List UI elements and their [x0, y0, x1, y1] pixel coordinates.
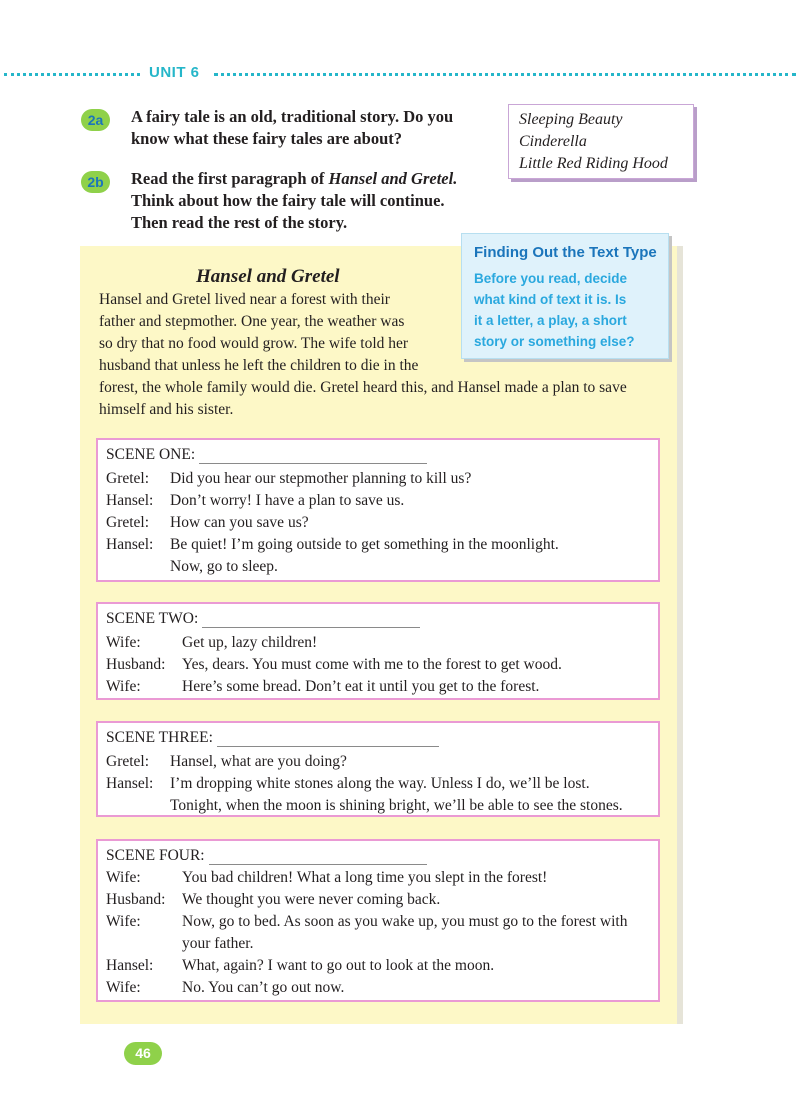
- tip-line: what kind of text it is. Is: [474, 292, 627, 307]
- dialogue-text: Get up, lazy children!: [182, 634, 318, 651]
- task-2b-line: Think about how the fairy tale will continue.: [131, 191, 445, 210]
- scene-title-text: SCENE TWO:: [106, 610, 199, 627]
- scene-title: [106, 446, 427, 464]
- tip-line: Before you read, decide: [474, 271, 628, 286]
- dialogue-line: [106, 490, 405, 512]
- tip-title: Finding Out the Text Type: [474, 244, 657, 261]
- fairy-tale-item: Sleeping Beauty: [519, 111, 623, 128]
- dialogue-text: How can you save us?: [170, 514, 309, 531]
- dialogue-line: [106, 676, 540, 698]
- speaker: Wife:: [106, 913, 141, 930]
- unit-header: [0, 64, 800, 86]
- dialogue-text: Now, go to sleep.: [170, 558, 278, 575]
- dialogue-text: No. You can’t go out now.: [182, 979, 345, 996]
- scene-title: [106, 729, 439, 747]
- scene-two-box: [96, 602, 660, 700]
- speaker: Husband:: [106, 656, 166, 673]
- tip-line: it a letter, a play, a short: [474, 313, 627, 328]
- scene-four-box: [96, 839, 660, 1002]
- dialogue-line: [106, 632, 318, 654]
- scene-title: [106, 847, 427, 865]
- page-number: 46: [124, 1042, 162, 1065]
- task-2a-text: [131, 106, 453, 150]
- dialogue-text: Here’s some bread. Don’t eat it until you get to the forest.: [182, 678, 540, 695]
- speaker: Wife:: [106, 869, 141, 886]
- scene-title-text: SCENE ONE:: [106, 446, 196, 463]
- unit-label: UNIT 6: [149, 64, 200, 81]
- story-paragraph-line: Hansel and Gretel lived near a forest with their: [99, 291, 390, 308]
- task-2a-line: A fairy tale is an old, traditional story. Do you: [131, 107, 454, 126]
- story-paragraph-line: father and stepmother. One year, the weather was: [99, 313, 405, 330]
- dialogue-text: Don’t worry! I have a plan to save us.: [170, 492, 405, 509]
- speaker: Hansel:: [106, 492, 154, 509]
- dialogue-text: You bad children! What a long time you slept in the forest!: [182, 869, 548, 886]
- scene-three-box: [96, 721, 660, 817]
- scene-title-text: SCENE THREE:: [106, 729, 213, 746]
- speaker: Hansel:: [106, 536, 154, 553]
- dotted-rule-left: [4, 73, 140, 76]
- speaker: Hansel:: [106, 957, 154, 974]
- story-paragraph-line: himself and his sister.: [99, 401, 234, 418]
- story-title: Hansel and Gretel: [196, 266, 340, 287]
- dialogue-text: Hansel, what are you doing?: [170, 753, 347, 770]
- dialogue-line: [106, 751, 347, 773]
- dialogue-text: Tonight, when the moon is shining bright, we’ll be able to see the stones.: [170, 797, 623, 814]
- scene-title-blank[interactable]: [199, 449, 427, 464]
- dialogue-line: [106, 955, 495, 977]
- scene-title-text: SCENE FOUR:: [106, 847, 205, 864]
- dialogue-line: [106, 867, 548, 889]
- task-2b-line-prefix: Read the first paragraph of: [131, 169, 329, 188]
- scene-one-box: [96, 438, 660, 582]
- dialogue-text: your father.: [182, 935, 254, 952]
- fairy-tales-box: [508, 104, 694, 179]
- dialogue-text: I’m dropping white stones along the way. Unless I do, we’ll be lost.: [170, 775, 590, 792]
- speaker: Wife:: [106, 634, 141, 651]
- dialogue-line: [106, 534, 559, 556]
- speaker: Gretel:: [106, 753, 150, 770]
- task-2b-story-title: Hansel and Gretel.: [328, 169, 458, 188]
- dialogue-text: What, again? I want to go out to look at the moon.: [182, 957, 495, 974]
- fairy-tale-item: Cinderella: [519, 133, 587, 150]
- dialogue-text: Did you hear our stepmother planning to kill us?: [170, 470, 472, 487]
- story-paragraph-line: husband that unless he left the children to die in the: [99, 357, 419, 374]
- speaker: Wife:: [106, 678, 141, 695]
- story-paragraph-line: so dry that no food would grow. The wife told her: [99, 335, 409, 352]
- speaker: Wife:: [106, 979, 141, 996]
- fairy-tale-item: Little Red Riding Hood: [519, 155, 668, 172]
- dotted-rule-right: [214, 73, 796, 76]
- scene-title-blank[interactable]: [209, 850, 427, 865]
- task-2b-line: [131, 168, 457, 190]
- scene-title-blank[interactable]: [217, 732, 439, 747]
- speaker: Gretel:: [106, 470, 150, 487]
- speaker: Gretel:: [106, 514, 150, 531]
- speaker: Husband:: [106, 891, 166, 908]
- task-2b-badge: 2b: [81, 171, 110, 193]
- task-2b-line: Then read the rest of the story.: [131, 213, 348, 232]
- scene-title-blank[interactable]: [202, 613, 420, 628]
- dialogue-line: [106, 773, 590, 795]
- task-2a-badge: 2a: [81, 109, 110, 131]
- task-2b-text: [131, 168, 457, 234]
- tip-line: story or something else?: [474, 334, 635, 349]
- task-2a-line: know what these fairy tales are about?: [131, 129, 403, 148]
- speaker: Hansel:: [106, 775, 154, 792]
- scene-title: [106, 610, 420, 628]
- story-paragraph-line: forest, the whole family would die. Gretel heard this, and Hansel made a plan to save: [99, 379, 627, 396]
- dialogue-line: [106, 512, 309, 534]
- story-panel-edge: [677, 246, 683, 1024]
- tip-box: [461, 233, 669, 359]
- dialogue-line: [106, 911, 628, 933]
- dialogue-text: Now, go to bed. As soon as you wake up, you must go to the forest with: [182, 913, 628, 930]
- tip-body: [474, 268, 668, 352]
- dialogue-text: We thought you were never coming back.: [182, 891, 441, 908]
- dialogue-text: Yes, dears. You must come with me to the forest to get wood.: [182, 656, 562, 673]
- dialogue-line: [106, 977, 345, 999]
- dialogue-line: [106, 889, 441, 911]
- dialogue-line: [106, 468, 472, 490]
- dialogue-line: [106, 654, 562, 676]
- dialogue-text: Be quiet! I’m going outside to get something in the moonlight.: [170, 536, 559, 553]
